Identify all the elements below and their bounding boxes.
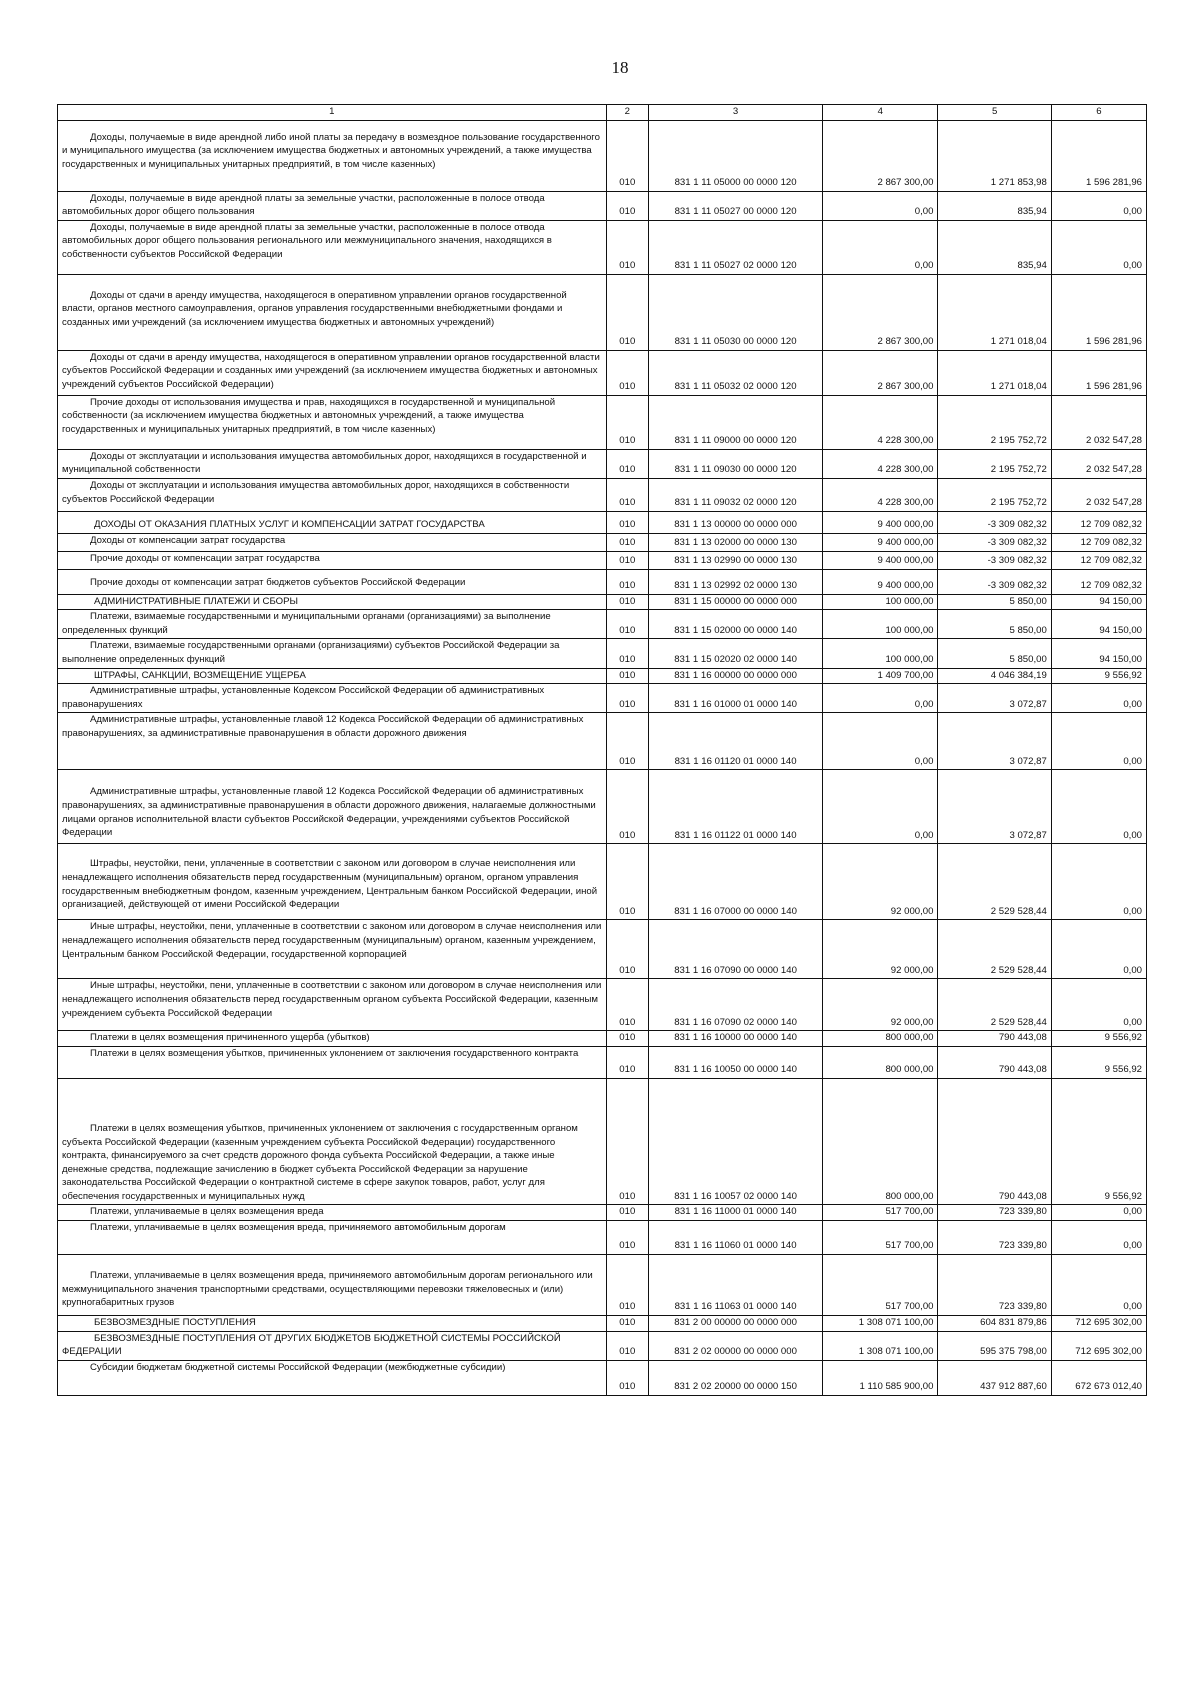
- row-unexecuted-amount: 12 709 082,32: [1051, 551, 1146, 569]
- table-row: [58, 1221, 1147, 1255]
- row-name: [58, 639, 607, 668]
- row-unexecuted-amount: 712 695 302,00: [1051, 1316, 1146, 1332]
- table-row: [58, 274, 1147, 350]
- row-unexecuted-amount: 12 709 082,32: [1051, 511, 1146, 533]
- row-approved-amount: 4 228 300,00: [823, 478, 938, 511]
- table-row: [58, 979, 1147, 1031]
- column-header-3: 3: [649, 105, 823, 121]
- row-name-text: Платежи, взимаемые государственными и муниципальными органами (организациями) за выполнение определенных функций: [62, 611, 551, 636]
- row-approved-amount: 92 000,00: [823, 920, 938, 979]
- row-budget-code: 831 1 15 02000 00 0000 140: [649, 610, 823, 639]
- row-executed-amount: 5 850,00: [938, 639, 1051, 668]
- table-row: [58, 770, 1147, 844]
- row-budget-code: 831 1 16 11063 01 0000 140: [649, 1255, 823, 1316]
- row-unexecuted-amount: 0,00: [1051, 713, 1146, 770]
- table-row: [58, 844, 1147, 920]
- row-unexecuted-amount: 0,00: [1051, 684, 1146, 713]
- row-executed-amount: 437 912 887,60: [938, 1360, 1051, 1395]
- row-approved-amount: 517 700,00: [823, 1255, 938, 1316]
- row-budget-code: 831 1 11 05000 00 0000 120: [649, 120, 823, 191]
- row-name-text: Платежи в целях возмещения убытков, причиненных уклонением от заключения государственного контракта: [90, 1047, 579, 1059]
- row-name-text: Доходы от сдачи в аренду имущества, находящегося в оперативном управлении органов государственной власти, органов местного самоуправления, органов управления государственными внебюджетными фондами и созданных ими учреждений (за исключением имущества бюджетных и автономных учреждений): [62, 289, 567, 328]
- row-line-code: 010: [606, 449, 649, 478]
- row-name: [58, 1046, 607, 1078]
- row-unexecuted-amount: 94 150,00: [1051, 610, 1146, 639]
- table-row: [58, 713, 1147, 770]
- row-name-text: Платежи в целях возмещения причиненного ущерба (убытков): [90, 1032, 370, 1044]
- row-name-text: Прочие доходы от использования имущества и прав, находящихся в государственной и муниципальной собственности (за исключением имущества бюджетных и автономных учреждений, а также имущества государственных и муниципальных унитарных предприятий, в том числе казенных): [62, 396, 556, 435]
- table-row: [58, 511, 1147, 533]
- table-row: [58, 1046, 1147, 1078]
- row-name: [58, 920, 607, 979]
- row-name-text: Доходы от компенсации затрат государства: [90, 534, 286, 546]
- row-name-text: Доходы, получаемые в виде арендной платы за земельные участки, расположенные в полосе отвода автомобильных дорог общего пользования: [62, 192, 545, 218]
- table-row: [58, 478, 1147, 511]
- row-executed-amount: 790 443,08: [938, 1046, 1051, 1078]
- table-header-row: [58, 105, 1147, 121]
- row-name: [58, 1205, 607, 1221]
- row-name: [58, 1316, 607, 1332]
- row-unexecuted-amount: 0,00: [1051, 1221, 1146, 1255]
- row-executed-amount: 3 072,87: [938, 684, 1051, 713]
- row-executed-amount: 3 072,87: [938, 770, 1051, 844]
- table-row: [58, 449, 1147, 478]
- row-line-code: 010: [606, 120, 649, 191]
- row-executed-amount: 723 339,80: [938, 1221, 1051, 1255]
- row-budget-code: 831 1 11 09030 00 0000 120: [649, 449, 823, 478]
- row-line-code: 010: [606, 350, 649, 395]
- row-name: [58, 449, 607, 478]
- row-budget-code: 831 1 16 07090 02 0000 140: [649, 979, 823, 1031]
- row-budget-code: 831 1 16 11060 01 0000 140: [649, 1221, 823, 1255]
- row-approved-amount: 9 400 000,00: [823, 551, 938, 569]
- column-header-4: 4: [823, 105, 938, 121]
- row-name-text: Доходы от сдачи в аренду имущества, находящегося в оперативном управлении органов государственной власти субъектов Российской Федерации и созданных ими учреждений (за исключением имущества бюджетных и автономных учреждений субъектов Российской Федерации): [62, 351, 600, 390]
- row-name-text: Платежи, уплачиваемые в целях возмещения вреда, причиняемого автомобильным дорогам регионального или межмуниципального значения транспортными средствами, осуществляющими перевозки тяжеловесных и (или) крупногабаритных грузов: [62, 1270, 593, 1309]
- row-name: [58, 1331, 607, 1360]
- row-unexecuted-amount: 0,00: [1051, 1205, 1146, 1221]
- row-approved-amount: 9 400 000,00: [823, 511, 938, 533]
- row-name-text: Платежи в целях возмещения убытков, причиненных уклонением от заключения с государственным органом субъекта Российской Федерации (казенным учреждением субъекта Российской Федерации) государственного контракта, финансируемого за счет средств дорожного фонда субъекта Российской Федерации, а также иные денежные средства, подлежащие зачислению в бюджет субъекта Российской Федерации за нарушение законодательства Российской Федерации о контрактной системе в сфере закупок товаров, работ, услуг для обеспечения государственных и муниципальных нужд: [62, 1122, 578, 1202]
- row-approved-amount: 2 867 300,00: [823, 350, 938, 395]
- row-unexecuted-amount: 9 556,92: [1051, 1078, 1146, 1205]
- row-line-code: 010: [606, 1031, 649, 1047]
- row-name-text: Административные штрафы, установленные Кодексом Российской Федерации об административных правонарушениях: [62, 685, 545, 710]
- row-line-code: 010: [606, 713, 649, 770]
- table-row: [58, 1031, 1147, 1047]
- row-budget-code: 831 1 13 02000 00 0000 130: [649, 533, 823, 551]
- row-approved-amount: 1 308 071 100,00: [823, 1331, 938, 1360]
- row-name: [58, 191, 607, 220]
- row-approved-amount: 0,00: [823, 770, 938, 844]
- row-budget-code: 831 1 11 05032 02 0000 120: [649, 350, 823, 395]
- row-name: [58, 350, 607, 395]
- row-budget-code: 831 1 15 02020 02 0000 140: [649, 639, 823, 668]
- row-approved-amount: 0,00: [823, 713, 938, 770]
- row-approved-amount: 92 000,00: [823, 979, 938, 1031]
- row-line-code: 010: [606, 770, 649, 844]
- row-line-code: 010: [606, 1205, 649, 1221]
- row-name-text: Иные штрафы, неустойки, пени, уплаченные в соответствии с законом или договором в случае неисполнения или ненадлежащего исполнения обязательств перед государственным органом субъекта Российской Федерации, казенным учреждением субъекта Российской Федерации: [62, 980, 602, 1019]
- row-executed-amount: 1 271 853,98: [938, 120, 1051, 191]
- row-unexecuted-amount: 12 709 082,32: [1051, 569, 1146, 594]
- row-line-code: 010: [606, 668, 649, 684]
- row-budget-code: 831 1 11 05027 00 0000 120: [649, 191, 823, 220]
- table-row: [58, 191, 1147, 220]
- row-executed-amount: 790 443,08: [938, 1078, 1051, 1205]
- table-row: [58, 1331, 1147, 1360]
- row-budget-code: 831 1 16 10057 02 0000 140: [649, 1078, 823, 1205]
- row-unexecuted-amount: 0,00: [1051, 979, 1146, 1031]
- row-line-code: 010: [606, 594, 649, 610]
- row-executed-amount: 2 195 752,72: [938, 478, 1051, 511]
- row-budget-code: 831 1 16 10000 00 0000 140: [649, 1031, 823, 1047]
- row-executed-amount: -3 309 082,32: [938, 569, 1051, 594]
- row-approved-amount: 92 000,00: [823, 844, 938, 920]
- table-row: [58, 639, 1147, 668]
- row-name-text: Прочие доходы от компенсации затрат бюджетов субъектов Российской Федерации: [90, 576, 466, 588]
- row-approved-amount: 9 400 000,00: [823, 533, 938, 551]
- row-name: [58, 844, 607, 920]
- row-budget-code: 831 1 16 07090 00 0000 140: [649, 920, 823, 979]
- row-executed-amount: 790 443,08: [938, 1031, 1051, 1047]
- row-approved-amount: 9 400 000,00: [823, 569, 938, 594]
- row-name-text: БЕЗВОЗМЕЗДНЫЕ ПОСТУПЛЕНИЯ: [94, 1317, 256, 1329]
- table-row: [58, 1205, 1147, 1221]
- column-header-5: 5: [938, 105, 1051, 121]
- row-executed-amount: 835,94: [938, 220, 1051, 274]
- row-budget-code: 831 1 15 00000 00 0000 000: [649, 594, 823, 610]
- row-executed-amount: -3 309 082,32: [938, 511, 1051, 533]
- row-name: [58, 713, 607, 770]
- row-unexecuted-amount: 12 709 082,32: [1051, 533, 1146, 551]
- row-budget-code: 831 1 16 01000 01 0000 140: [649, 684, 823, 713]
- row-name: [58, 395, 607, 449]
- row-unexecuted-amount: 0,00: [1051, 920, 1146, 979]
- page-number: 18: [611, 58, 629, 77]
- row-budget-code: 831 1 16 11000 01 0000 140: [649, 1205, 823, 1221]
- row-name: [58, 770, 607, 844]
- row-line-code: 010: [606, 569, 649, 594]
- row-approved-amount: 800 000,00: [823, 1031, 938, 1047]
- row-unexecuted-amount: 1 596 281,96: [1051, 274, 1146, 350]
- row-name-text: Иные штрафы, неустойки, пени, уплаченные в соответствии с законом или договором в случае неисполнения или ненадлежащего исполнения обязательств перед государственным (муниципальным) органом, казенным учреждением, Центральным банком Российской Федерации, государственной корпорацией: [62, 921, 602, 960]
- row-budget-code: 831 2 02 20000 00 0000 150: [649, 1360, 823, 1395]
- row-executed-amount: -3 309 082,32: [938, 533, 1051, 551]
- row-name: [58, 511, 607, 533]
- table-row: [58, 220, 1147, 274]
- row-approved-amount: 4 228 300,00: [823, 395, 938, 449]
- row-line-code: 010: [606, 1316, 649, 1332]
- row-unexecuted-amount: 2 032 547,28: [1051, 395, 1146, 449]
- row-approved-amount: 2 867 300,00: [823, 274, 938, 350]
- table-row: [58, 1255, 1147, 1316]
- row-name-text: Штрафы, неустойки, пени, уплаченные в соответствии с законом или договором в случае неисполнения или ненадлежащего исполнения обязательств перед государственным (муниципальным) органом, органом управления государственным внебюджетным фондом, казенным учреждением, Центральным банком Российской Федерации, иной организацией, действующей от имени Российской Федерации: [62, 858, 598, 911]
- row-name: [58, 684, 607, 713]
- row-name: [58, 1031, 607, 1047]
- row-budget-code: 831 1 11 05027 02 0000 120: [649, 220, 823, 274]
- row-approved-amount: 2 867 300,00: [823, 120, 938, 191]
- row-line-code: 010: [606, 1255, 649, 1316]
- row-unexecuted-amount: 0,00: [1051, 1255, 1146, 1316]
- row-line-code: 010: [606, 220, 649, 274]
- column-header-6: 6: [1051, 105, 1146, 121]
- table-row: [58, 920, 1147, 979]
- row-name: [58, 220, 607, 274]
- row-unexecuted-amount: 2 032 547,28: [1051, 478, 1146, 511]
- row-executed-amount: 723 339,80: [938, 1205, 1051, 1221]
- row-budget-code: 831 1 13 00000 00 0000 000: [649, 511, 823, 533]
- row-name: [58, 551, 607, 569]
- row-approved-amount: 800 000,00: [823, 1046, 938, 1078]
- row-name: [58, 668, 607, 684]
- table-row: [58, 1360, 1147, 1395]
- row-unexecuted-amount: 1 596 281,96: [1051, 120, 1146, 191]
- row-approved-amount: 0,00: [823, 684, 938, 713]
- row-executed-amount: 2 529 528,44: [938, 920, 1051, 979]
- row-budget-code: 831 1 16 10050 00 0000 140: [649, 1046, 823, 1078]
- table-row: [58, 569, 1147, 594]
- row-unexecuted-amount: 712 695 302,00: [1051, 1331, 1146, 1360]
- row-budget-code: 831 2 00 00000 00 0000 000: [649, 1316, 823, 1332]
- row-name-text: Платежи, уплачиваемые в целях возмещения вреда, причиняемого автомобильным дорогам: [90, 1222, 506, 1234]
- row-budget-code: 831 1 16 01120 01 0000 140: [649, 713, 823, 770]
- row-name: [58, 569, 607, 594]
- row-name-text: АДМИНИСТРАТИВНЫЕ ПЛАТЕЖИ И СБОРЫ: [94, 595, 298, 607]
- row-budget-code: 831 1 16 07000 00 0000 140: [649, 844, 823, 920]
- row-budget-code: 831 1 11 05030 00 0000 120: [649, 274, 823, 350]
- row-executed-amount: 1 271 018,04: [938, 350, 1051, 395]
- row-line-code: 010: [606, 533, 649, 551]
- row-name-text: Доходы, получаемые в виде арендной либо иной платы за передачу в возмездное пользование государственного и муниципального имущества (за исключением имущества бюджетных и автономных учреждений, а также имущества государственных и муниципальных унитарных предприятий, в том числе казенных): [62, 131, 600, 170]
- row-name-text: Доходы, получаемые в виде арендной платы за земельные участки, расположенные в полосе отвода автомобильных дорог общего пользования регионального или межмуниципального значения, находящихся в собственности субъектов Российской Федерации: [62, 221, 552, 260]
- table-row: [58, 684, 1147, 713]
- row-line-code: 010: [606, 1221, 649, 1255]
- row-executed-amount: 3 072,87: [938, 713, 1051, 770]
- row-name: [58, 979, 607, 1031]
- row-executed-amount: 2 529 528,44: [938, 844, 1051, 920]
- row-line-code: 010: [606, 1046, 649, 1078]
- row-name-text: Административные штрафы, установленные главой 12 Кодекса Российской Федерации об административных правонарушениях, за административные правонарушения в области дорожного движения: [62, 714, 584, 739]
- row-executed-amount: -3 309 082,32: [938, 551, 1051, 569]
- row-line-code: 010: [606, 395, 649, 449]
- row-executed-amount: 2 195 752,72: [938, 395, 1051, 449]
- table-row: [58, 395, 1147, 449]
- row-executed-amount: 835,94: [938, 191, 1051, 220]
- row-line-code: 010: [606, 639, 649, 668]
- row-approved-amount: 517 700,00: [823, 1205, 938, 1221]
- table-row: [58, 551, 1147, 569]
- row-budget-code: 831 2 02 00000 00 0000 000: [649, 1331, 823, 1360]
- row-budget-code: 831 1 13 02992 02 0000 130: [649, 569, 823, 594]
- row-approved-amount: 1 308 071 100,00: [823, 1316, 938, 1332]
- row-approved-amount: 100 000,00: [823, 594, 938, 610]
- row-executed-amount: 1 271 018,04: [938, 274, 1051, 350]
- row-line-code: 010: [606, 920, 649, 979]
- table-row: [58, 594, 1147, 610]
- row-unexecuted-amount: 0,00: [1051, 770, 1146, 844]
- row-line-code: 010: [606, 191, 649, 220]
- row-approved-amount: 100 000,00: [823, 639, 938, 668]
- row-name-text: Административные штрафы, установленные главой 12 Кодекса Российской Федерации об административных правонарушениях, за административные правонарушения в области дорожного движения, налагаемые должностными лицами органов исполнительной власти субъектов Российской Федерации, учреждениями субъектов Российской Федерации: [62, 786, 596, 839]
- row-name: [58, 1255, 607, 1316]
- row-name-text: Субсидии бюджетам бюджетной системы Российской Федерации (межбюджетные субсидии): [90, 1361, 506, 1373]
- row-name-text: Платежи, взимаемые государственными органами (организациями) субъектов Российской Федерации за выполнение определенных функций: [62, 640, 560, 665]
- row-name-text: ШТРАФЫ, САНКЦИИ, ВОЗМЕЩЕНИЕ УЩЕРБА: [94, 669, 306, 681]
- row-executed-amount: 2 529 528,44: [938, 979, 1051, 1031]
- row-executed-amount: 4 046 384,19: [938, 668, 1051, 684]
- row-approved-amount: 4 228 300,00: [823, 449, 938, 478]
- row-unexecuted-amount: 9 556,92: [1051, 668, 1146, 684]
- row-line-code: 010: [606, 1331, 649, 1360]
- row-budget-code: 831 1 16 01122 01 0000 140: [649, 770, 823, 844]
- row-unexecuted-amount: 9 556,92: [1051, 1031, 1146, 1047]
- row-executed-amount: 595 375 798,00: [938, 1331, 1051, 1360]
- row-name: [58, 1360, 607, 1395]
- row-unexecuted-amount: 0,00: [1051, 844, 1146, 920]
- row-approved-amount: 0,00: [823, 220, 938, 274]
- row-unexecuted-amount: 9 556,92: [1051, 1046, 1146, 1078]
- row-executed-amount: 723 339,80: [938, 1255, 1051, 1316]
- row-unexecuted-amount: 672 673 012,40: [1051, 1360, 1146, 1395]
- row-unexecuted-amount: 0,00: [1051, 191, 1146, 220]
- row-name: [58, 533, 607, 551]
- row-approved-amount: 0,00: [823, 191, 938, 220]
- row-name: [58, 1221, 607, 1255]
- row-name-text: БЕЗВОЗМЕЗДНЫЕ ПОСТУПЛЕНИЯ ОТ ДРУГИХ БЮДЖЕТОВ БЮДЖЕТНОЙ СИСТЕМЫ РОССИЙСКОЙ ФЕДЕРАЦИИ: [62, 1332, 561, 1358]
- row-executed-amount: 604 831 879,86: [938, 1316, 1051, 1332]
- row-unexecuted-amount: 1 596 281,96: [1051, 350, 1146, 395]
- row-budget-code: 831 1 11 09032 02 0000 120: [649, 478, 823, 511]
- row-unexecuted-amount: 94 150,00: [1051, 639, 1146, 668]
- row-name: [58, 120, 607, 191]
- table-row: [58, 350, 1147, 395]
- row-name: [58, 610, 607, 639]
- row-approved-amount: 517 700,00: [823, 1221, 938, 1255]
- row-budget-code: 831 1 16 00000 00 0000 000: [649, 668, 823, 684]
- row-line-code: 010: [606, 1078, 649, 1205]
- table-row: [58, 120, 1147, 191]
- row-approved-amount: 1 409 700,00: [823, 668, 938, 684]
- row-name: [58, 1078, 607, 1205]
- row-executed-amount: 2 195 752,72: [938, 449, 1051, 478]
- row-line-code: 010: [606, 274, 649, 350]
- row-budget-code: 831 1 11 09000 00 0000 120: [649, 395, 823, 449]
- table-row: [58, 533, 1147, 551]
- table-row: [58, 1078, 1147, 1205]
- row-name-text: Прочие доходы от компенсации затрат государства: [90, 552, 320, 564]
- table-row: [58, 1316, 1147, 1332]
- row-line-code: 010: [606, 610, 649, 639]
- row-name: [58, 478, 607, 511]
- row-unexecuted-amount: 0,00: [1051, 220, 1146, 274]
- budget-execution-table: [57, 104, 1147, 1396]
- row-name: [58, 594, 607, 610]
- row-unexecuted-amount: 94 150,00: [1051, 594, 1146, 610]
- row-line-code: 010: [606, 511, 649, 533]
- column-header-1: 1: [58, 105, 607, 121]
- row-name-text: Доходы от эксплуатации и использования имущества автомобильных дорог, находящихся в государственной и муниципальной собственности: [62, 450, 587, 476]
- row-name: [58, 274, 607, 350]
- row-line-code: 010: [606, 551, 649, 569]
- row-approved-amount: 800 000,00: [823, 1078, 938, 1205]
- row-executed-amount: 5 850,00: [938, 594, 1051, 610]
- row-line-code: 010: [606, 684, 649, 713]
- row-executed-amount: 5 850,00: [938, 610, 1051, 639]
- row-approved-amount: 100 000,00: [823, 610, 938, 639]
- row-line-code: 010: [606, 1360, 649, 1395]
- table-row: [58, 668, 1147, 684]
- row-line-code: 010: [606, 478, 649, 511]
- row-name-text: ДОХОДЫ ОТ ОКАЗАНИЯ ПЛАТНЫХ УСЛУГ И КОМПЕНСАЦИИ ЗАТРАТ ГОСУДАРСТВА: [94, 518, 485, 530]
- table-row: [58, 610, 1147, 639]
- row-approved-amount: 1 110 585 900,00: [823, 1360, 938, 1395]
- row-unexecuted-amount: 2 032 547,28: [1051, 449, 1146, 478]
- row-name-text: Платежи, уплачиваемые в целях возмещения вреда: [90, 1206, 324, 1218]
- row-budget-code: 831 1 13 02990 00 0000 130: [649, 551, 823, 569]
- row-name-text: Доходы от эксплуатации и использования имущества автомобильных дорог, находящихся в собственности субъектов Российской Федерации: [62, 479, 570, 505]
- row-line-code: 010: [606, 979, 649, 1031]
- column-header-2: 2: [606, 105, 649, 121]
- row-line-code: 010: [606, 844, 649, 920]
